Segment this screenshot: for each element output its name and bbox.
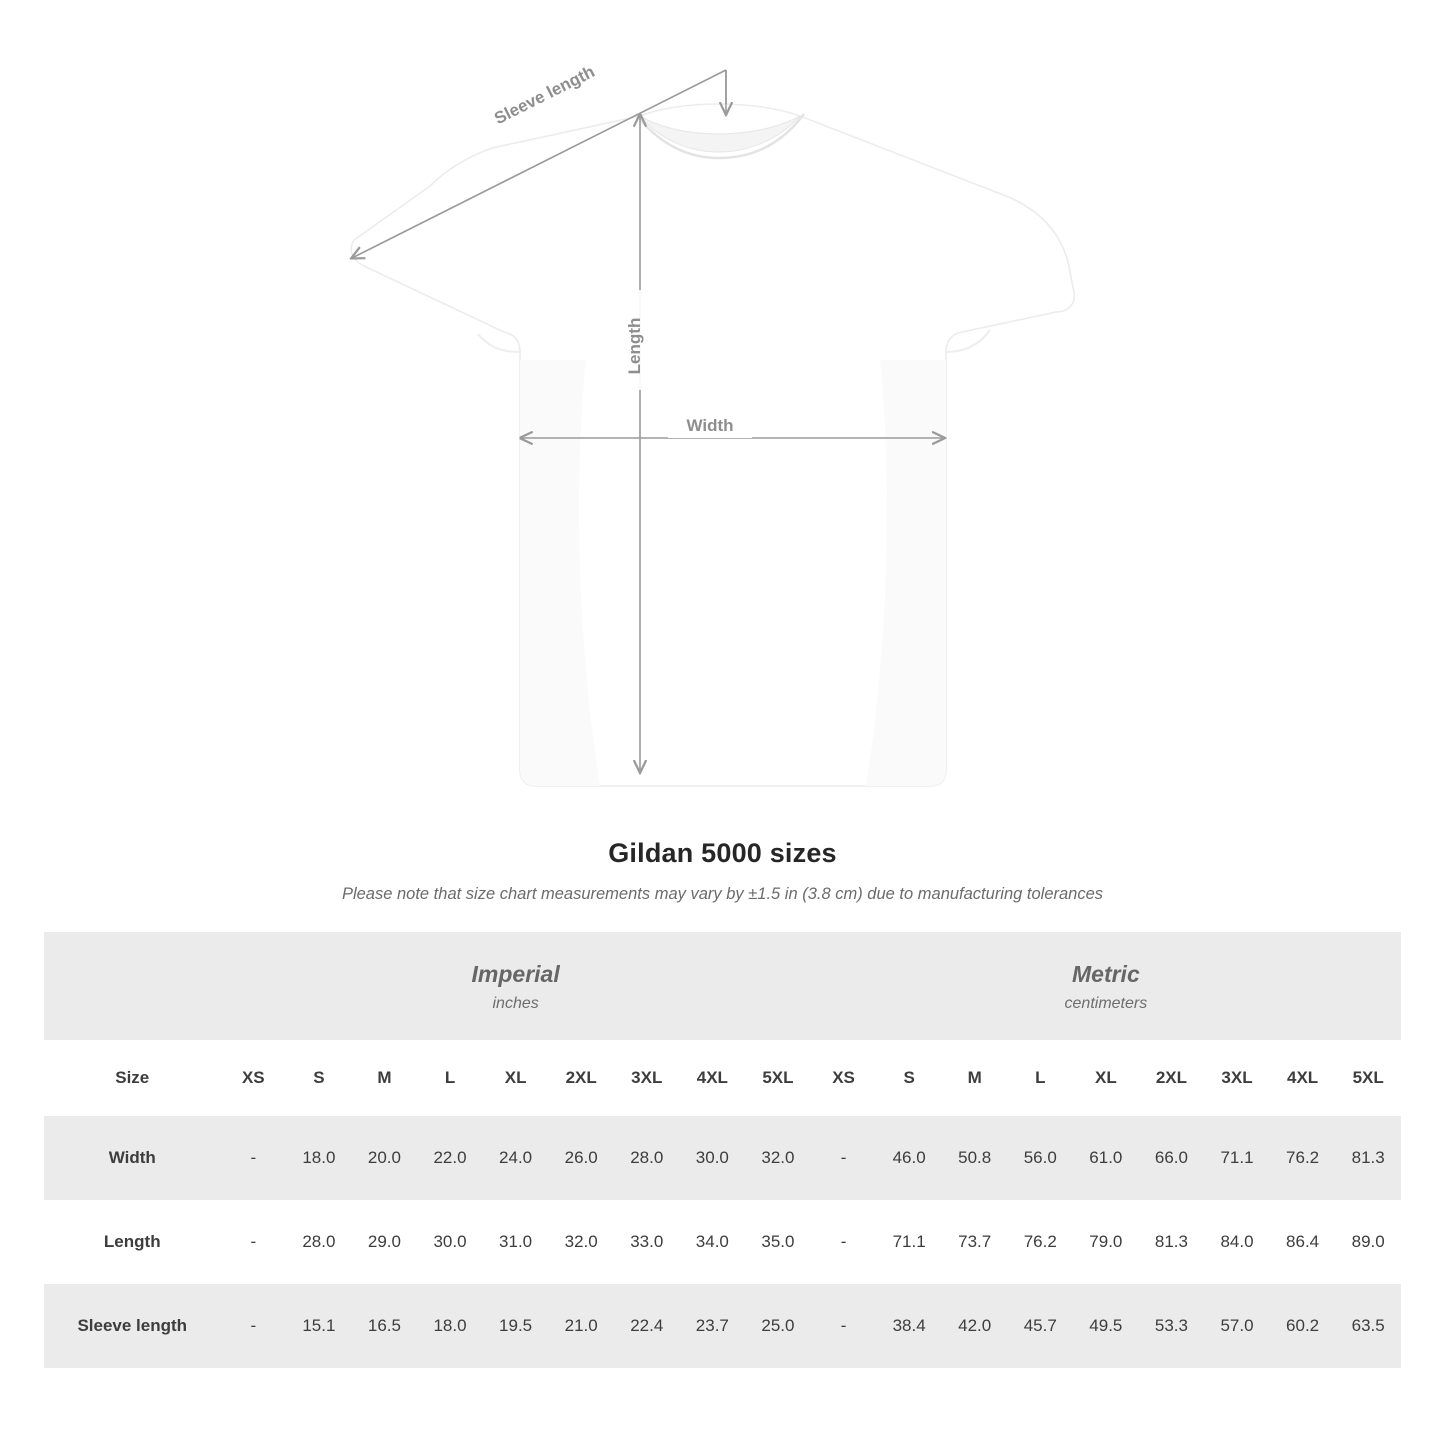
column-header-row bbox=[44, 1040, 1401, 1116]
col-header-2xl-metric: 2XL bbox=[1139, 1040, 1205, 1116]
unit-sub-imperial: inches bbox=[492, 994, 539, 1012]
col-header-3xl-imperial: 3XL bbox=[614, 1040, 680, 1116]
cell-length-10: 71.1 bbox=[876, 1200, 942, 1284]
cell-sleeve-3: 18.0 bbox=[417, 1284, 483, 1368]
col-header-xl-metric: XL bbox=[1073, 1040, 1139, 1116]
cell-width-7: 30.0 bbox=[680, 1116, 746, 1200]
cell-sleeve-1: 15.1 bbox=[286, 1284, 352, 1368]
cell-sleeve-11: 42.0 bbox=[942, 1284, 1008, 1368]
cell-length-6: 33.0 bbox=[614, 1200, 680, 1284]
cell-sleeve-0: - bbox=[221, 1284, 287, 1368]
col-header-xl-imperial: XL bbox=[483, 1040, 549, 1116]
cell-length-12: 76.2 bbox=[1007, 1200, 1073, 1284]
cell-length-5: 32.0 bbox=[548, 1200, 614, 1284]
cell-length-13: 79.0 bbox=[1073, 1200, 1139, 1284]
col-header-5xl-imperial: 5XL bbox=[745, 1040, 811, 1116]
col-header-l-imperial: L bbox=[417, 1040, 483, 1116]
col-header-l-metric: L bbox=[1007, 1040, 1073, 1116]
unit-header-row bbox=[44, 932, 1401, 1040]
col-header-5xl-metric: 5XL bbox=[1335, 1040, 1401, 1116]
cell-length-2: 29.0 bbox=[352, 1200, 418, 1284]
cell-width-9: - bbox=[811, 1116, 877, 1200]
row-label-sleeve-length: Sleeve length bbox=[44, 1284, 221, 1368]
cell-width-14: 66.0 bbox=[1139, 1116, 1205, 1200]
cell-width-13: 61.0 bbox=[1073, 1116, 1139, 1200]
cell-length-14: 81.3 bbox=[1139, 1200, 1205, 1284]
cell-length-0: - bbox=[221, 1200, 287, 1284]
cell-length-7: 34.0 bbox=[680, 1200, 746, 1284]
cell-length-8: 35.0 bbox=[745, 1200, 811, 1284]
cell-width-8: 32.0 bbox=[745, 1116, 811, 1200]
col-header-m-imperial: M bbox=[352, 1040, 418, 1116]
col-header-4xl-metric: 4XL bbox=[1270, 1040, 1336, 1116]
cell-length-11: 73.7 bbox=[942, 1200, 1008, 1284]
col-header-m-metric: M bbox=[942, 1040, 1008, 1116]
unit-group-metric bbox=[811, 932, 1401, 1040]
cell-width-6: 28.0 bbox=[614, 1116, 680, 1200]
cell-width-15: 71.1 bbox=[1204, 1116, 1270, 1200]
cell-width-11: 50.8 bbox=[942, 1116, 1008, 1200]
cell-length-17: 89.0 bbox=[1335, 1200, 1401, 1284]
col-header-3xl-metric: 3XL bbox=[1204, 1040, 1270, 1116]
cell-sleeve-9: - bbox=[811, 1284, 877, 1368]
page-title: Gildan 5000 sizes bbox=[608, 838, 837, 868]
cell-sleeve-2: 16.5 bbox=[352, 1284, 418, 1368]
cell-width-1: 18.0 bbox=[286, 1116, 352, 1200]
cell-sleeve-7: 23.7 bbox=[680, 1284, 746, 1368]
row-header-size: Size bbox=[44, 1040, 221, 1116]
col-header-4xl-imperial: 4XL bbox=[680, 1040, 746, 1116]
cell-length-16: 86.4 bbox=[1270, 1200, 1336, 1284]
tshirt-shape bbox=[351, 104, 1074, 786]
cell-sleeve-8: 25.0 bbox=[745, 1284, 811, 1368]
cell-sleeve-14: 53.3 bbox=[1139, 1284, 1205, 1368]
cell-sleeve-5: 21.0 bbox=[548, 1284, 614, 1368]
length-label: Length bbox=[625, 317, 644, 375]
table-row-length bbox=[44, 1200, 1401, 1284]
cell-sleeve-4: 19.5 bbox=[483, 1284, 549, 1368]
cell-width-4: 24.0 bbox=[483, 1116, 549, 1200]
size-table-wrap bbox=[44, 932, 1401, 1368]
unit-sub-metric: centimeters bbox=[1064, 994, 1148, 1012]
row-label-width: Width bbox=[44, 1116, 221, 1200]
col-header-s-imperial: S bbox=[286, 1040, 352, 1116]
cell-length-15: 84.0 bbox=[1204, 1200, 1270, 1284]
size-table bbox=[44, 932, 1401, 1368]
cell-width-5: 26.0 bbox=[548, 1116, 614, 1200]
table-row-width bbox=[44, 1116, 1401, 1200]
cell-width-0: - bbox=[221, 1116, 287, 1200]
col-header-xs-imperial: XS bbox=[221, 1040, 287, 1116]
cell-width-17: 81.3 bbox=[1335, 1116, 1401, 1200]
tolerance-note: Please note that size chart measurements may vary by ±1.5 in (3.8 cm) due to manufacturing tolerances bbox=[341, 885, 1104, 903]
unit-system-imperial: Imperial bbox=[471, 961, 560, 988]
cell-sleeve-17: 63.5 bbox=[1335, 1284, 1401, 1368]
cell-sleeve-13: 49.5 bbox=[1073, 1284, 1139, 1368]
cell-sleeve-15: 57.0 bbox=[1204, 1284, 1270, 1368]
col-header-s-metric: S bbox=[876, 1040, 942, 1116]
cell-width-2: 20.0 bbox=[352, 1116, 418, 1200]
row-label-length: Length bbox=[44, 1200, 221, 1284]
width-label: Width bbox=[686, 416, 734, 435]
unit-system-metric: Metric bbox=[1072, 961, 1140, 988]
sleeve-length-label: Sleeve length bbox=[491, 61, 598, 129]
cell-sleeve-10: 38.4 bbox=[876, 1284, 942, 1368]
table-row-sleeve-length bbox=[44, 1284, 1401, 1368]
cell-length-9: - bbox=[811, 1200, 877, 1284]
col-header-xs-metric: XS bbox=[811, 1040, 877, 1116]
cell-length-1: 28.0 bbox=[286, 1200, 352, 1284]
cell-width-16: 76.2 bbox=[1270, 1116, 1336, 1200]
cell-sleeve-16: 60.2 bbox=[1270, 1284, 1336, 1368]
cell-length-4: 31.0 bbox=[483, 1200, 549, 1284]
cell-width-3: 22.0 bbox=[417, 1116, 483, 1200]
cell-sleeve-6: 22.4 bbox=[614, 1284, 680, 1368]
unit-group-imperial bbox=[221, 932, 811, 1040]
unit-header-spacer bbox=[44, 932, 221, 1040]
cell-sleeve-12: 45.7 bbox=[1007, 1284, 1073, 1368]
cell-length-3: 30.0 bbox=[417, 1200, 483, 1284]
cell-width-10: 46.0 bbox=[876, 1116, 942, 1200]
chart-title-block bbox=[0, 838, 1445, 904]
col-header-2xl-imperial: 2XL bbox=[548, 1040, 614, 1116]
cell-width-12: 56.0 bbox=[1007, 1116, 1073, 1200]
